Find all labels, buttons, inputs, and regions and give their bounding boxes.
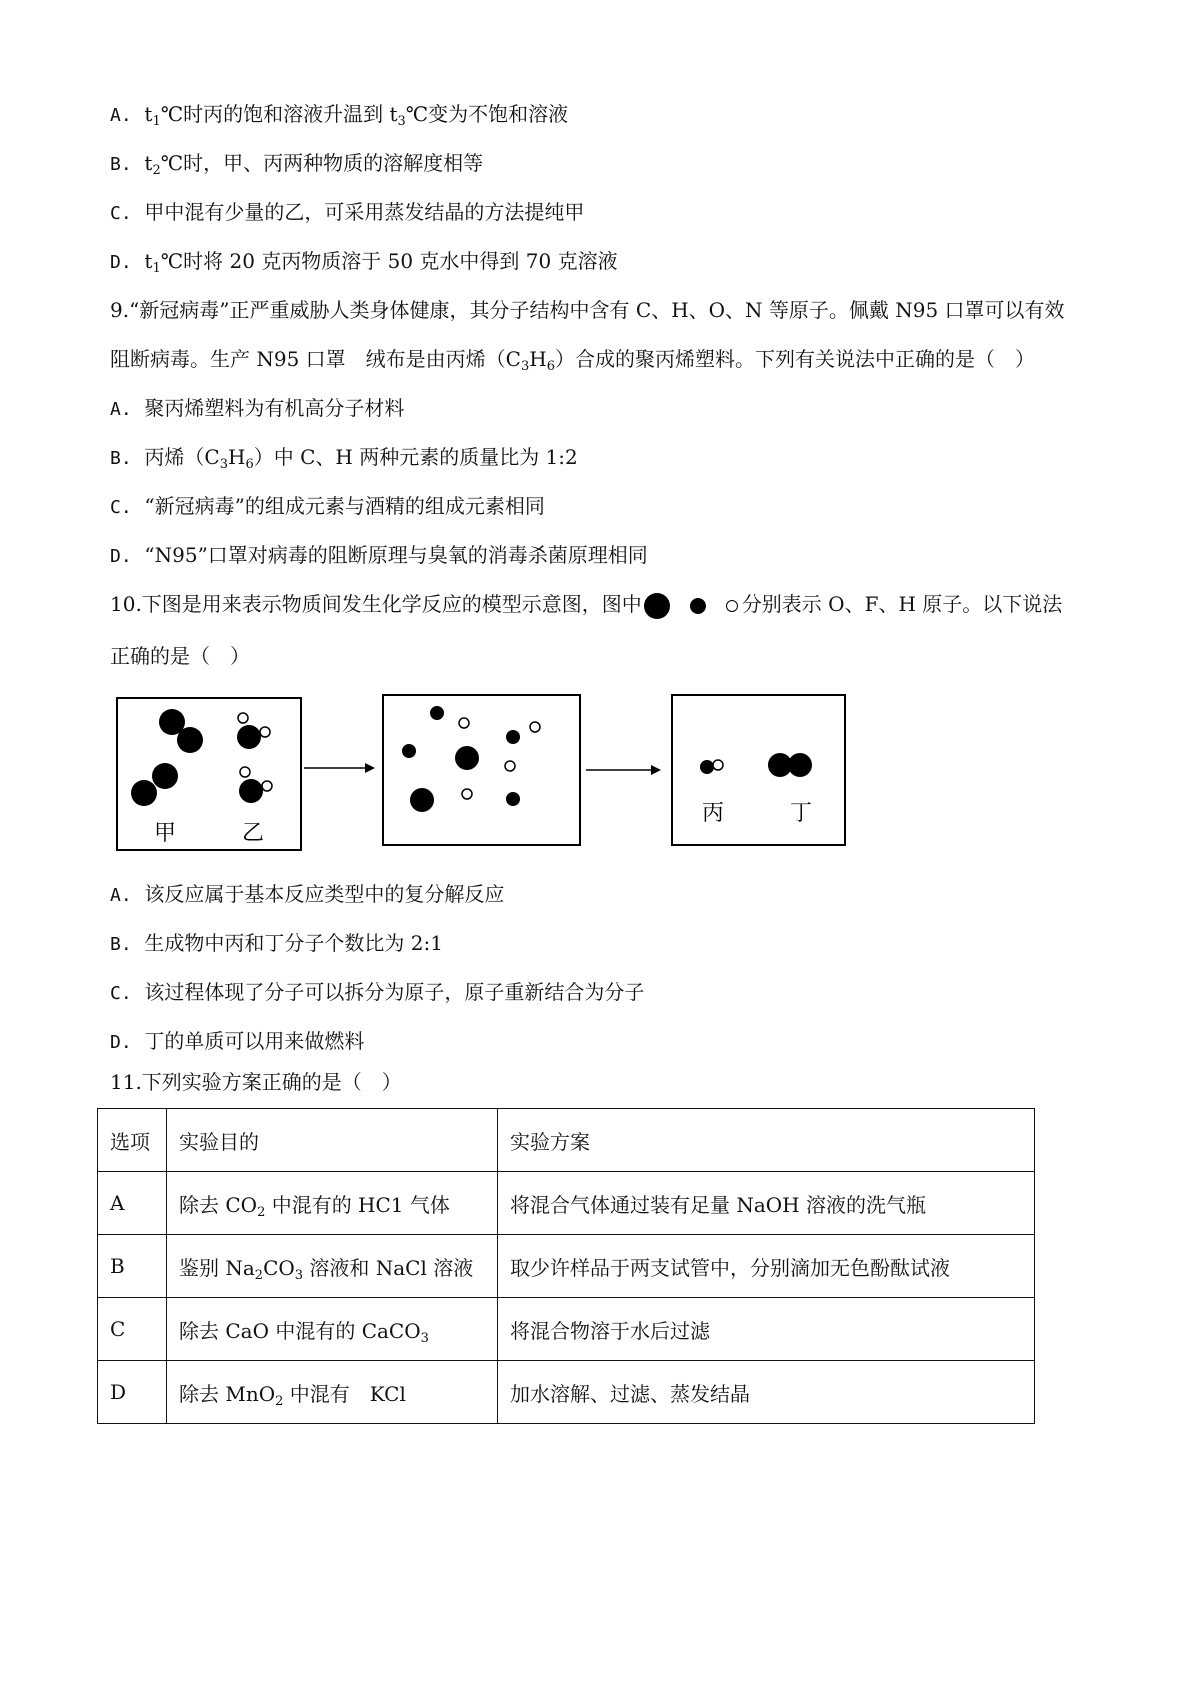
q9-stem-line2: 阻断病毒。生产 N95 口罩 绒布是由丙烯$(C_3H_6)$合成的聚丙烯塑料。下列有关说法中正确的是（ ）: [110, 347, 1035, 374]
q10-option-b: B. 生成物中丙和丁分子个数比为 2:1: [110, 931, 443, 955]
table-row: [98, 1235, 1035, 1298]
arrow-head-icon: [365, 763, 375, 773]
option-letter: C.: [110, 497, 132, 518]
row-option: D: [98, 1361, 167, 1424]
option-letter: C.: [110, 983, 132, 1004]
row-plan: 将混合气体通过装有足量 NaOH 溶液的洗气瓶: [498, 1172, 1035, 1235]
reaction-model-diagram: [110, 690, 850, 860]
table-header-row: [98, 1109, 1035, 1172]
q9-option-b: B. 丙烯$(C_3H_6)$中 C、H 两种元素的质量比为 1:2: [110, 445, 578, 472]
q9-option-c: C. “新冠病毒”的组成元素与酒精的组成元素相同: [110, 494, 545, 518]
table-row: [98, 1298, 1035, 1361]
row-option: A: [98, 1172, 167, 1235]
q9-stem-line1: 9.“新冠病毒”正严重威胁人类身体健康，其分子结构中含有 C、H、O、N 等原子。佩戴 N95 口罩可以有效: [110, 298, 1065, 322]
label-jia: 甲: [154, 821, 177, 846]
option-letter: D.: [110, 1032, 132, 1053]
products-box: [672, 695, 845, 845]
option-letter: B.: [110, 154, 132, 175]
row-option: B: [98, 1235, 167, 1298]
option-letter: D.: [110, 252, 132, 273]
option-letter: A.: [110, 399, 132, 420]
q10-option-d: D. 丁的单质可以用来做燃料: [110, 1029, 365, 1053]
legend-o-atom-icon: [644, 593, 670, 619]
option-letter: A.: [110, 885, 132, 906]
label-bing: 丙: [702, 801, 725, 826]
header-option: 选项: [98, 1109, 167, 1172]
label-yi: 乙: [242, 821, 265, 846]
row-plan: 将混合物溶于水后过滤: [498, 1298, 1035, 1361]
header-plan: 实验方案: [498, 1109, 1035, 1172]
q10-stem-line2: 正确的是（ ）: [110, 644, 250, 668]
atoms-box: [383, 695, 580, 845]
option-letter: A.: [110, 105, 132, 126]
legend-h-atom-icon: [726, 600, 738, 612]
experiment-table: [97, 1108, 1035, 1424]
bing-molecule: [700, 760, 723, 774]
q9-option-d: D. “N95”口罩对病毒的阻断原理与臭氧的消毒杀菌原理相同: [110, 543, 648, 567]
legend-f-atom-icon: [690, 598, 706, 614]
row-goal: 除去 $CO_2$ 中混有的 HC1 气体: [167, 1172, 498, 1235]
q8-option-b: B. $t_2℃$时，甲、丙两种物质的溶解度相等: [110, 151, 484, 178]
arrow-head-icon: [651, 765, 661, 775]
yi-molecule: [237, 713, 270, 749]
option-letter: D.: [110, 546, 132, 567]
jia-molecule: [159, 709, 203, 753]
q9-option-a: A. 聚丙烯塑料为有机高分子材料: [110, 396, 405, 420]
q10-option-a: A. 该反应属于基本反应类型中的复分解反应: [110, 882, 505, 906]
row-goal: 除去 CaO 中混有的 CaCO$_3$: [167, 1298, 498, 1361]
option-letter: C.: [110, 203, 132, 224]
label-ding: 丁: [790, 801, 813, 826]
row-plan: 取少许样品于两支试管中，分别滴加无色酚酞试液: [498, 1235, 1035, 1298]
reactants-box: [117, 698, 301, 850]
header-goal: 实验目的: [167, 1109, 498, 1172]
q11-stem: 11.下列实验方案正确的是（ ）: [110, 1070, 402, 1094]
yi-molecule: [239, 767, 272, 803]
row-goal: 鉴别 $Na_2CO_3$ 溶液和 NaCl 溶液: [167, 1235, 498, 1298]
q10-stem-line1: 10.下图是用来表示物质间发生化学反应的模型示意图，图中 分别表示 O、F、H 原子。以下说法: [110, 590, 1062, 619]
row-option: C: [98, 1298, 167, 1361]
q8-option-d: D. $t_1℃$时将 20 克丙物质溶于 50 克水中得到 70 克溶液: [110, 249, 618, 276]
option-letter: B.: [110, 934, 132, 955]
table-row: [98, 1361, 1035, 1424]
q8-option-c: C. 甲中混有少量的乙，可采用蒸发结晶的方法提纯甲: [110, 200, 585, 224]
option-letter: B.: [110, 448, 132, 469]
q10-option-c: C. 该过程体现了分子可以拆分为原子，原子重新结合为分子: [110, 980, 645, 1004]
row-plan: 加水溶解、过滤、蒸发结晶: [498, 1361, 1035, 1424]
row-goal: 除去 MnO$_2$ 中混有 KCl: [167, 1361, 498, 1424]
separated-atoms: [402, 706, 540, 812]
jia-molecule: [131, 763, 178, 806]
q8-option-a: A. $t_1℃$时丙的饱和溶液升温到 $t_3℃$变为不饱和溶液: [110, 102, 569, 129]
table-row: [98, 1172, 1035, 1235]
ding-molecule: [768, 753, 812, 777]
